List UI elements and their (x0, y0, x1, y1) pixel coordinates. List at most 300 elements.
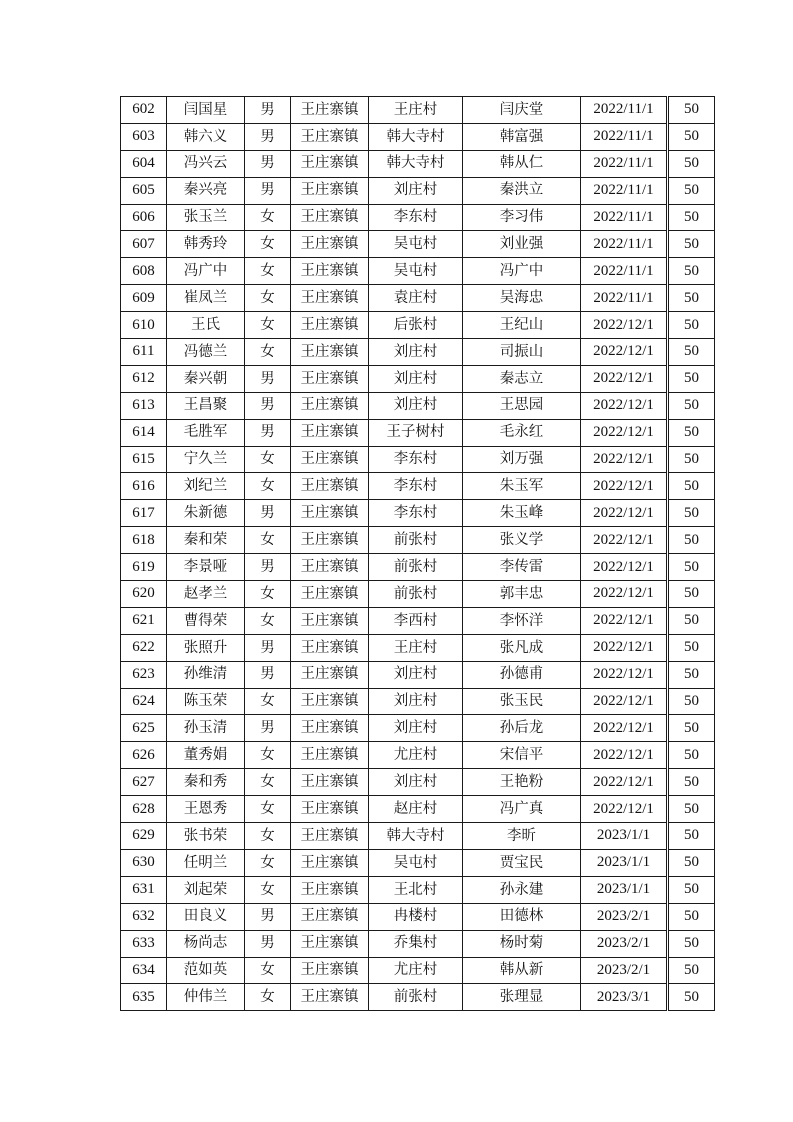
village-cell: 刘庄村 (369, 339, 463, 366)
village-cell: 冉楼村 (369, 903, 463, 930)
gender-cell: 女 (245, 581, 291, 608)
township-cell: 王庄寨镇 (291, 365, 369, 392)
table-row (121, 177, 715, 204)
amount-cell: 50 (669, 258, 715, 285)
township-cell: 王庄寨镇 (291, 419, 369, 446)
village-cell: 尤庄村 (369, 742, 463, 769)
township-cell: 王庄寨镇 (291, 97, 369, 124)
township-cell: 王庄寨镇 (291, 312, 369, 339)
village-cell: 前张村 (369, 984, 463, 1011)
amount-cell: 50 (669, 903, 715, 930)
township-cell: 王庄寨镇 (291, 661, 369, 688)
amount-cell: 50 (669, 581, 715, 608)
issue-date-cell: 2022/11/1 (581, 204, 667, 231)
amount-cell: 50 (669, 957, 715, 984)
issue-date-cell: 2022/11/1 (581, 150, 667, 177)
village-cell: 韩大寺村 (369, 150, 463, 177)
issue-date-cell: 2022/12/1 (581, 365, 667, 392)
village-cell: 刘庄村 (369, 392, 463, 419)
person-name-cell: 杨尚志 (167, 930, 245, 957)
recipient-name-cell: 李怀洋 (463, 607, 581, 634)
gender-cell: 女 (245, 258, 291, 285)
amount-cell: 50 (669, 688, 715, 715)
village-cell: 刘庄村 (369, 715, 463, 742)
recipient-name-cell: 韩富强 (463, 123, 581, 150)
recipient-name-cell: 李传雷 (463, 554, 581, 581)
township-cell: 王庄寨镇 (291, 339, 369, 366)
issue-date-cell: 2022/12/1 (581, 473, 667, 500)
gender-cell: 女 (245, 823, 291, 850)
township-cell: 王庄寨镇 (291, 446, 369, 473)
person-name-cell: 张玉兰 (167, 204, 245, 231)
row-number-cell: 617 (121, 500, 167, 527)
recipient-name-cell: 郭丰忠 (463, 581, 581, 608)
table-row (121, 473, 715, 500)
recipient-name-cell: 张理显 (463, 984, 581, 1011)
table-row (121, 957, 715, 984)
village-cell: 吴屯村 (369, 231, 463, 258)
amount-cell: 50 (669, 123, 715, 150)
table-row (121, 688, 715, 715)
row-number-cell: 610 (121, 312, 167, 339)
gender-cell: 男 (245, 97, 291, 124)
table-row (121, 446, 715, 473)
township-cell: 王庄寨镇 (291, 957, 369, 984)
recipient-name-cell: 刘万强 (463, 446, 581, 473)
gender-cell: 女 (245, 312, 291, 339)
recipient-name-cell: 毛永红 (463, 419, 581, 446)
table-row (121, 903, 715, 930)
gender-cell: 女 (245, 607, 291, 634)
table-row (121, 365, 715, 392)
person-name-cell: 刘纪兰 (167, 473, 245, 500)
village-cell: 李东村 (369, 204, 463, 231)
person-name-cell: 赵孝兰 (167, 581, 245, 608)
table-row (121, 204, 715, 231)
table-row (121, 823, 715, 850)
table-row (121, 715, 715, 742)
amount-cell: 50 (669, 876, 715, 903)
gender-cell: 男 (245, 634, 291, 661)
recipient-name-cell: 王纪山 (463, 312, 581, 339)
person-name-cell: 冯广中 (167, 258, 245, 285)
person-name-cell: 冯德兰 (167, 339, 245, 366)
gender-cell: 女 (245, 285, 291, 312)
village-cell: 赵庄村 (369, 796, 463, 823)
person-name-cell: 张照升 (167, 634, 245, 661)
township-cell: 王庄寨镇 (291, 796, 369, 823)
issue-date-cell: 2023/3/1 (581, 984, 667, 1011)
amount-cell: 50 (669, 634, 715, 661)
table-row (121, 500, 715, 527)
table-row (121, 312, 715, 339)
village-cell: 王庄村 (369, 634, 463, 661)
person-name-cell: 毛胜军 (167, 419, 245, 446)
village-cell: 后张村 (369, 312, 463, 339)
row-number-cell: 622 (121, 634, 167, 661)
row-number-cell: 630 (121, 849, 167, 876)
issue-date-cell: 2022/11/1 (581, 231, 667, 258)
township-cell: 王庄寨镇 (291, 500, 369, 527)
township-cell: 王庄寨镇 (291, 473, 369, 500)
gender-cell: 女 (245, 339, 291, 366)
issue-date-cell: 2023/1/1 (581, 876, 667, 903)
recipient-name-cell: 闫庆堂 (463, 97, 581, 124)
table-row (121, 527, 715, 554)
issue-date-cell: 2022/11/1 (581, 258, 667, 285)
amount-cell: 50 (669, 392, 715, 419)
issue-date-cell: 2022/12/1 (581, 554, 667, 581)
amount-cell: 50 (669, 365, 715, 392)
recipient-name-cell: 贾宝民 (463, 849, 581, 876)
issue-date-cell: 2023/2/1 (581, 957, 667, 984)
table-row (121, 581, 715, 608)
township-cell: 王庄寨镇 (291, 849, 369, 876)
row-number-cell: 635 (121, 984, 167, 1011)
row-number-cell: 612 (121, 365, 167, 392)
township-cell: 王庄寨镇 (291, 123, 369, 150)
issue-date-cell: 2022/11/1 (581, 97, 667, 124)
row-number-cell: 621 (121, 607, 167, 634)
amount-cell: 50 (669, 984, 715, 1011)
issue-date-cell: 2022/11/1 (581, 123, 667, 150)
row-number-cell: 631 (121, 876, 167, 903)
row-number-cell: 613 (121, 392, 167, 419)
issue-date-cell: 2023/2/1 (581, 930, 667, 957)
township-cell: 王庄寨镇 (291, 150, 369, 177)
row-number-cell: 614 (121, 419, 167, 446)
recipient-name-cell: 孙永建 (463, 876, 581, 903)
recipient-name-cell: 杨时菊 (463, 930, 581, 957)
amount-cell: 50 (669, 231, 715, 258)
table-row (121, 554, 715, 581)
issue-date-cell: 2023/2/1 (581, 903, 667, 930)
township-cell: 王庄寨镇 (291, 688, 369, 715)
recipient-name-cell: 宋信平 (463, 742, 581, 769)
gender-cell: 女 (245, 231, 291, 258)
row-number-cell: 634 (121, 957, 167, 984)
amount-cell: 50 (669, 177, 715, 204)
gender-cell: 男 (245, 554, 291, 581)
person-name-cell: 曹得荣 (167, 607, 245, 634)
table-row (121, 930, 715, 957)
row-number-cell: 615 (121, 446, 167, 473)
person-name-cell: 宁久兰 (167, 446, 245, 473)
row-number-cell: 607 (121, 231, 167, 258)
row-number-cell: 604 (121, 150, 167, 177)
gender-cell: 男 (245, 715, 291, 742)
recipient-name-cell: 秦洪立 (463, 177, 581, 204)
person-name-cell: 刘起荣 (167, 876, 245, 903)
person-name-cell: 张书荣 (167, 823, 245, 850)
township-cell: 王庄寨镇 (291, 204, 369, 231)
village-cell: 袁庄村 (369, 285, 463, 312)
person-name-cell: 孙玉清 (167, 715, 245, 742)
issue-date-cell: 2023/1/1 (581, 823, 667, 850)
issue-date-cell: 2022/12/1 (581, 742, 667, 769)
village-cell: 刘庄村 (369, 688, 463, 715)
row-number-cell: 627 (121, 769, 167, 796)
village-cell: 王庄村 (369, 97, 463, 124)
person-name-cell: 朱新德 (167, 500, 245, 527)
township-cell: 王庄寨镇 (291, 823, 369, 850)
person-name-cell: 田良义 (167, 903, 245, 930)
township-cell: 王庄寨镇 (291, 903, 369, 930)
person-name-cell: 仲伟兰 (167, 984, 245, 1011)
recipient-name-cell: 张义学 (463, 527, 581, 554)
table-row (121, 150, 715, 177)
amount-cell: 50 (669, 527, 715, 554)
village-cell: 前张村 (369, 554, 463, 581)
recipient-name-cell: 朱玉峰 (463, 500, 581, 527)
village-cell: 吴屯村 (369, 258, 463, 285)
person-name-cell: 韩秀玲 (167, 231, 245, 258)
gender-cell: 男 (245, 500, 291, 527)
person-name-cell: 范如英 (167, 957, 245, 984)
village-cell: 乔集村 (369, 930, 463, 957)
table-row (121, 97, 715, 124)
row-number-cell: 619 (121, 554, 167, 581)
table-row (121, 769, 715, 796)
issue-date-cell: 2023/1/1 (581, 849, 667, 876)
gender-cell: 女 (245, 688, 291, 715)
amount-cell: 50 (669, 204, 715, 231)
amount-cell: 50 (669, 823, 715, 850)
issue-date-cell: 2022/12/1 (581, 688, 667, 715)
amount-cell: 50 (669, 554, 715, 581)
township-cell: 王庄寨镇 (291, 930, 369, 957)
row-number-cell: 632 (121, 903, 167, 930)
gender-cell: 男 (245, 419, 291, 446)
village-cell: 刘庄村 (369, 177, 463, 204)
person-name-cell: 任明兰 (167, 849, 245, 876)
recipient-name-cell: 冯广真 (463, 796, 581, 823)
amount-cell: 50 (669, 769, 715, 796)
person-name-cell: 崔凤兰 (167, 285, 245, 312)
recipient-name-cell: 张凡成 (463, 634, 581, 661)
township-cell: 王庄寨镇 (291, 769, 369, 796)
table-row (121, 123, 715, 150)
person-name-cell: 冯兴云 (167, 150, 245, 177)
village-cell: 前张村 (369, 581, 463, 608)
issue-date-cell: 2022/12/1 (581, 339, 667, 366)
row-number-cell: 605 (121, 177, 167, 204)
recipient-name-cell: 韩从仁 (463, 150, 581, 177)
row-number-cell: 609 (121, 285, 167, 312)
table-row (121, 876, 715, 903)
recipient-name-cell: 韩从新 (463, 957, 581, 984)
person-name-cell: 秦兴朝 (167, 365, 245, 392)
village-cell: 王北村 (369, 876, 463, 903)
issue-date-cell: 2022/12/1 (581, 500, 667, 527)
recipient-name-cell: 冯广中 (463, 258, 581, 285)
row-number-cell: 618 (121, 527, 167, 554)
row-number-cell: 624 (121, 688, 167, 715)
issue-date-cell: 2022/12/1 (581, 634, 667, 661)
recipient-name-cell: 田德林 (463, 903, 581, 930)
gender-cell: 女 (245, 876, 291, 903)
issue-date-cell: 2022/12/1 (581, 527, 667, 554)
township-cell: 王庄寨镇 (291, 258, 369, 285)
township-cell: 王庄寨镇 (291, 715, 369, 742)
gender-cell: 女 (245, 957, 291, 984)
person-name-cell: 李景哑 (167, 554, 245, 581)
village-cell: 吴屯村 (369, 849, 463, 876)
issue-date-cell: 2022/12/1 (581, 312, 667, 339)
table-row (121, 634, 715, 661)
gender-cell: 男 (245, 123, 291, 150)
amount-cell: 50 (669, 849, 715, 876)
amount-cell: 50 (669, 339, 715, 366)
amount-cell: 50 (669, 500, 715, 527)
issue-date-cell: 2022/12/1 (581, 769, 667, 796)
table-row (121, 339, 715, 366)
table-row (121, 419, 715, 446)
table-row (121, 984, 715, 1011)
township-cell: 王庄寨镇 (291, 527, 369, 554)
recipient-name-cell: 朱玉军 (463, 473, 581, 500)
village-cell: 刘庄村 (369, 661, 463, 688)
amount-cell: 50 (669, 930, 715, 957)
person-name-cell: 董秀娟 (167, 742, 245, 769)
issue-date-cell: 2022/12/1 (581, 661, 667, 688)
recipient-name-cell: 孙后龙 (463, 715, 581, 742)
village-cell: 李东村 (369, 500, 463, 527)
township-cell: 王庄寨镇 (291, 634, 369, 661)
village-cell: 刘庄村 (369, 365, 463, 392)
person-name-cell: 王昌聚 (167, 392, 245, 419)
issue-date-cell: 2022/12/1 (581, 419, 667, 446)
village-cell: 李西村 (369, 607, 463, 634)
table-row (121, 661, 715, 688)
recipient-name-cell: 李昕 (463, 823, 581, 850)
amount-cell: 50 (669, 715, 715, 742)
township-cell: 王庄寨镇 (291, 392, 369, 419)
amount-cell: 50 (669, 473, 715, 500)
amount-cell: 50 (669, 419, 715, 446)
person-name-cell: 秦和秀 (167, 769, 245, 796)
recipient-name-cell: 司振山 (463, 339, 581, 366)
table-row (121, 285, 715, 312)
row-number-cell: 606 (121, 204, 167, 231)
gender-cell: 女 (245, 742, 291, 769)
person-name-cell: 王氏 (167, 312, 245, 339)
amount-cell: 50 (669, 312, 715, 339)
gender-cell: 女 (245, 849, 291, 876)
table-row (121, 849, 715, 876)
gender-cell: 男 (245, 392, 291, 419)
recipient-name-cell: 秦志立 (463, 365, 581, 392)
village-cell: 李东村 (369, 446, 463, 473)
table-row (121, 796, 715, 823)
recipient-name-cell: 王思园 (463, 392, 581, 419)
row-number-cell: 603 (121, 123, 167, 150)
village-cell: 刘庄村 (369, 769, 463, 796)
issue-date-cell: 2022/12/1 (581, 607, 667, 634)
row-number-cell: 626 (121, 742, 167, 769)
township-cell: 王庄寨镇 (291, 742, 369, 769)
issue-date-cell: 2022/12/1 (581, 581, 667, 608)
table-row (121, 231, 715, 258)
gender-cell: 男 (245, 177, 291, 204)
township-cell: 王庄寨镇 (291, 876, 369, 903)
township-cell: 王庄寨镇 (291, 177, 369, 204)
township-cell: 王庄寨镇 (291, 607, 369, 634)
amount-cell: 50 (669, 607, 715, 634)
person-name-cell: 孙维清 (167, 661, 245, 688)
amount-cell: 50 (669, 150, 715, 177)
table-row (121, 258, 715, 285)
table-row (121, 392, 715, 419)
issue-date-cell: 2022/11/1 (581, 285, 667, 312)
amount-cell: 50 (669, 742, 715, 769)
recipient-name-cell: 李习伟 (463, 204, 581, 231)
row-number-cell: 602 (121, 97, 167, 124)
row-number-cell: 628 (121, 796, 167, 823)
row-number-cell: 620 (121, 581, 167, 608)
gender-cell: 女 (245, 473, 291, 500)
recipient-name-cell: 张玉民 (463, 688, 581, 715)
gender-cell: 女 (245, 796, 291, 823)
person-name-cell: 韩六义 (167, 123, 245, 150)
gender-cell: 女 (245, 984, 291, 1011)
records-body (121, 97, 715, 1011)
township-cell: 王庄寨镇 (291, 984, 369, 1011)
gender-cell: 男 (245, 365, 291, 392)
recipient-name-cell: 王艳粉 (463, 769, 581, 796)
township-cell: 王庄寨镇 (291, 581, 369, 608)
row-number-cell: 616 (121, 473, 167, 500)
row-number-cell: 608 (121, 258, 167, 285)
table-row (121, 607, 715, 634)
person-name-cell: 王恩秀 (167, 796, 245, 823)
issue-date-cell: 2022/12/1 (581, 715, 667, 742)
gender-cell: 男 (245, 903, 291, 930)
person-name-cell: 秦兴亮 (167, 177, 245, 204)
issue-date-cell: 2022/12/1 (581, 796, 667, 823)
amount-cell: 50 (669, 796, 715, 823)
village-cell: 尤庄村 (369, 957, 463, 984)
gender-cell: 女 (245, 527, 291, 554)
recipient-name-cell: 孙德甫 (463, 661, 581, 688)
gender-cell: 男 (245, 150, 291, 177)
township-cell: 王庄寨镇 (291, 554, 369, 581)
table-row (121, 742, 715, 769)
row-number-cell: 625 (121, 715, 167, 742)
village-cell: 韩大寺村 (369, 123, 463, 150)
row-number-cell: 633 (121, 930, 167, 957)
person-name-cell: 闫国星 (167, 97, 245, 124)
village-cell: 李东村 (369, 473, 463, 500)
township-cell: 王庄寨镇 (291, 285, 369, 312)
person-name-cell: 陈玉荣 (167, 688, 245, 715)
row-number-cell: 611 (121, 339, 167, 366)
issue-date-cell: 2022/12/1 (581, 446, 667, 473)
amount-cell: 50 (669, 97, 715, 124)
amount-cell: 50 (669, 661, 715, 688)
gender-cell: 男 (245, 930, 291, 957)
recipient-name-cell: 刘业强 (463, 231, 581, 258)
village-cell: 韩大寺村 (369, 823, 463, 850)
gender-cell: 女 (245, 769, 291, 796)
recipient-name-cell: 吴海忠 (463, 285, 581, 312)
gender-cell: 男 (245, 661, 291, 688)
village-cell: 王子树村 (369, 419, 463, 446)
gender-cell: 女 (245, 446, 291, 473)
village-cell: 前张村 (369, 527, 463, 554)
township-cell: 王庄寨镇 (291, 231, 369, 258)
records-table (120, 96, 715, 1011)
